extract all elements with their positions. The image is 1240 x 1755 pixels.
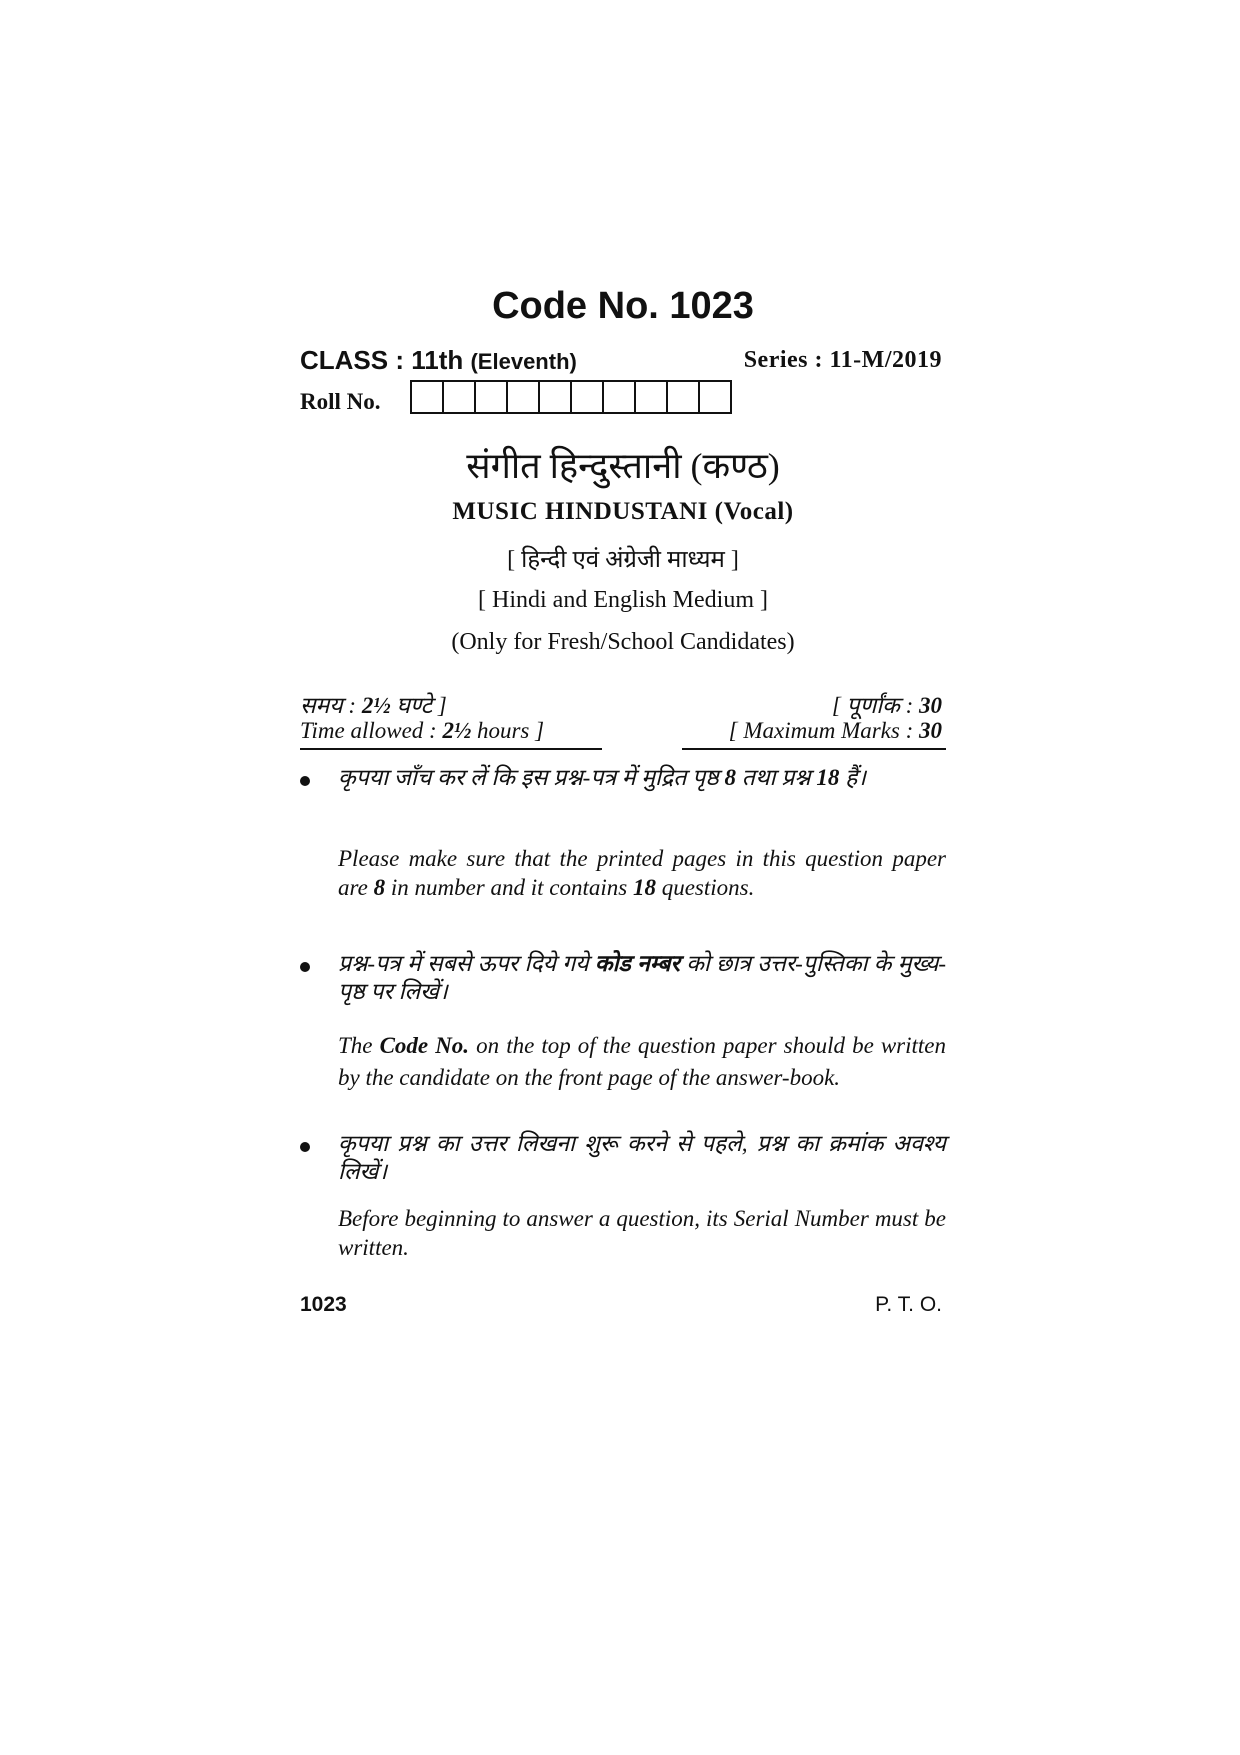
roll-number-box[interactable] — [410, 380, 444, 414]
roll-number-box[interactable] — [634, 380, 668, 414]
time-allowed-english: Time allowed : 2½ hours ] — [300, 718, 545, 743]
instruction-1-english: Please make sure that the printed pages in this question paper are 8 in number and it contains 18 questions. — [338, 846, 946, 900]
bullet-icon — [300, 1142, 310, 1152]
roll-number-box[interactable] — [570, 380, 604, 414]
instruction-2-english: The Code No. on the top of the question paper should be written by the candidate on the front page of the answer-book. — [338, 1033, 947, 1090]
subject-title-english: MUSIC HINDUSTANI (Vocal) — [452, 498, 794, 525]
roll-number-box[interactable] — [602, 380, 636, 414]
instruction-3-hindi: कृपया प्रश्न का उत्तर लिखना शुरू करने से पहले, प्रश्न का क्रमांक अवश्य लिखें। — [338, 1131, 946, 1184]
medium-hindi: [ हिन्दी एवं अंग्रेजी माध्यम ] — [507, 547, 739, 573]
roll-number-label: Roll No. — [300, 389, 381, 414]
class-text: CLASS : 11th — [300, 345, 464, 375]
subject-title-hindi: संगीत हिन्दुस्तानी (कण्ठ) — [466, 446, 780, 486]
roll-number-box[interactable] — [442, 380, 476, 414]
divider-right — [682, 748, 946, 750]
pto-label: P. T. O. — [875, 1293, 942, 1316]
class-note: (Eleventh) — [470, 349, 577, 374]
max-marks-hindi: [ पूर्णांक : 30 — [831, 693, 942, 718]
class-series-line — [300, 345, 946, 379]
instruction-2 — [300, 950, 946, 1130]
bullet-icon — [300, 962, 310, 972]
roll-number-box[interactable] — [666, 380, 700, 414]
instruction-2-hindi: प्रश्न-पत्र में सबसे ऊपर दिये गये कोड नम्बर को छात्र उत्तर-पुस्तिका के मुख्य-पृष्ठ पर लिखें। — [338, 951, 946, 1004]
instruction-1 — [300, 764, 946, 964]
code-number-title: Code No. 1023 — [492, 285, 754, 327]
series-label: Series : 11-M/2019 — [743, 347, 942, 373]
instruction-3 — [300, 1130, 946, 1280]
bullet-icon — [300, 776, 310, 786]
roll-number-box[interactable] — [474, 380, 508, 414]
candidates-note: (Only for Fresh/School Candidates) — [451, 629, 795, 655]
medium-english: [ Hindi and English Medium ] — [478, 587, 768, 613]
roll-number-boxes[interactable] — [410, 380, 732, 414]
time-allowed-hindi: समय : 2½ घण्टे ] — [300, 693, 447, 718]
instruction-1-hindi: कृपया जाँच कर लें कि इस प्रश्न-पत्र में मुद्रित पृष्ठ 8 तथा प्रश्न 18 हैं। — [338, 765, 867, 790]
divider-left — [300, 748, 602, 750]
footer-code: 1023 — [300, 1293, 347, 1316]
instruction-3-english: Before beginning to answer a question, its Serial Number must be written. — [338, 1206, 946, 1260]
roll-number-box[interactable] — [698, 380, 732, 414]
class-label — [300, 345, 577, 376]
roll-number-box[interactable] — [506, 380, 540, 414]
page-footer — [300, 1293, 946, 1323]
max-marks-english: [ Maximum Marks : 30 — [728, 718, 942, 743]
roll-number-box[interactable] — [538, 380, 572, 414]
